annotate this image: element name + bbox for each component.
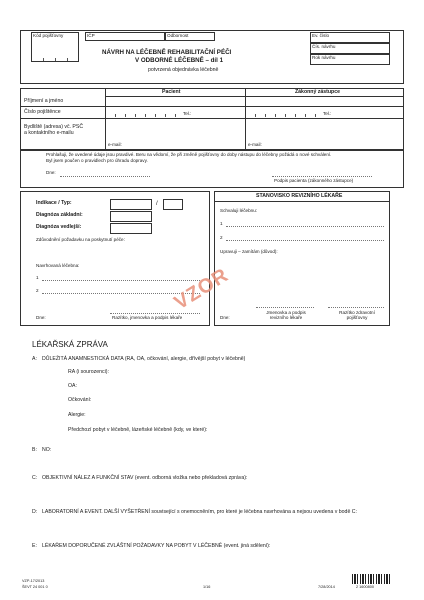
pacient-tel-label: Tel.: <box>183 111 192 116</box>
zastupce-email-label: e-mail: <box>248 142 262 147</box>
ev-cislo-label: Ev. číslo <box>312 33 330 38</box>
kod-pojistovny-ticks <box>31 55 79 61</box>
zduvodneni-label: Zdůvodnění požadavku na poskytnutí péče: <box>36 237 125 242</box>
section-a-label: A: <box>32 356 37 362</box>
zastupce-tel-label: Tel.: <box>323 111 332 116</box>
section-e-text: LÉKAŘEM DOPORUČENÉ ZVLÁŠTNÍ POŽADAVKY NA POBYT V LÉČEBNĚ (event. jiná sdělení): <box>42 543 271 549</box>
ra-label: RA (i sourozenci): <box>68 369 109 375</box>
section-a-text: DŮLEŽITÁ ANAMNESTICKÁ DATA (RA, OA, očkování, alergie, dřívější pobyt v léčebně) <box>42 356 246 362</box>
footer-page: 1/16 <box>203 585 211 589</box>
predchozi-pobyt-label: Předchozí pobyt v léčebně, lázeňské léčebně (kdy, ve které): <box>68 427 208 433</box>
form-subtitle: potvrzená objednávka léčebně <box>148 67 219 73</box>
diag-zakladni-input[interactable] <box>110 211 152 222</box>
footer-date: 7/28/2014 <box>318 585 335 589</box>
section-c-label: C: <box>32 475 38 481</box>
row-bydliste-label-1: Bydliště (adresa) vč. PSČ <box>24 124 84 130</box>
barcode-image <box>352 574 390 584</box>
odbornost-label: Odbornost <box>167 33 189 38</box>
schvaluji-1-line[interactable] <box>226 226 384 227</box>
section-e-label: E: <box>32 543 37 549</box>
declaration-line1: Prohlašuji, že uvedené údaje jsou pravdivé. Beru na vědomí, že při změně pojišťovny do doby nástupu do léčebny požádá o nové schválení. <box>46 152 332 157</box>
pacient-email-label: e-mail: <box>108 142 122 147</box>
oa-label: OA: <box>68 383 77 389</box>
cis-navrhu-label: Čís. návrhu <box>312 44 336 49</box>
schvaluji-label: Schvaluji léčebnu: <box>220 208 258 213</box>
revizni-title: STANOVISKO REVIZNÍHO LÉKAŘE <box>256 193 343 199</box>
indikace-slash: / <box>156 200 158 207</box>
declaration-signature-label: Podpis pacienta (zákonného zástupce) <box>274 178 354 183</box>
schvaluji-2: 2 <box>220 235 223 240</box>
declaration-dne-label: Dne: <box>46 170 56 175</box>
rok-navrhu-label: Rok návrhu <box>312 55 336 60</box>
left-dne-label: Dne: <box>36 315 46 320</box>
person-table <box>20 88 404 150</box>
icp-label: IČP <box>87 33 95 38</box>
report-title: LÉKAŘSKÁ ZPRÁVA <box>32 340 108 349</box>
diag-zakladni-label: Diagnóza základní: <box>36 212 83 218</box>
footer-sevt-code: ŠEVT 24 001 0 <box>22 585 48 589</box>
navrhovana-label: Navrhovaná léčebna: <box>36 263 80 268</box>
col-zastupce: Zákonný zástupce <box>295 89 340 95</box>
row-jmeno-label: Příjmení a jméno <box>24 98 64 104</box>
ockovani-label: Očkování: <box>68 397 92 403</box>
form-title-line1: NÁVRH NA LÉČEBNĚ REHABILITAČNÍ PÉČI <box>102 49 232 56</box>
upravuji-label: Upravuji – zamítám (důvod): <box>220 249 278 254</box>
indikace-input[interactable] <box>110 199 152 210</box>
row-bydliste-label-2: a kontaktního e-mailu <box>24 130 74 136</box>
zastupce-cislo-ticks <box>245 111 325 117</box>
diag-vedlejsi-input[interactable] <box>110 223 152 234</box>
schvaluji-1: 1 <box>220 221 223 226</box>
col-pacient: Pacient <box>162 89 181 95</box>
icp-box[interactable] <box>85 32 165 41</box>
alergie-label: Alergie: <box>68 412 86 418</box>
right-dne-label: Dne: <box>220 315 230 320</box>
section-d-label: D: <box>32 509 38 515</box>
kod-pojistovny-label: Kód pojišťovny <box>33 33 64 38</box>
section-b-label: B: <box>32 447 37 453</box>
footer-form-code: VZP-17/2013 <box>22 579 45 583</box>
diag-vedlejsi-label: Diagnóza vedlejší: <box>36 224 82 230</box>
pacient-cislo-ticks <box>105 111 185 117</box>
indikace-label: Indikace / Typ: <box>36 200 72 206</box>
navrhovana-1: 1 <box>36 275 39 280</box>
revizni-jmenovka-label: Jmenovka a podpis revizního lékaře <box>266 310 306 321</box>
lekar-razitko-label: Razítko, jmenovka a podpis lékaře <box>112 315 183 320</box>
navrhovana-2: 2 <box>36 288 39 293</box>
schvaluji-2-line[interactable] <box>226 240 384 241</box>
navrhovana-1-line[interactable] <box>42 280 200 281</box>
section-c-text: OBJEKTIVNÍ NÁLEZ A FUNKČNÍ STAV (event. odborná vložka nebo překladová zpráva): <box>42 475 248 481</box>
zp-razitko-label: Razítko zdravotní pojišťovny <box>339 310 375 321</box>
section-b-text: NO: <box>42 447 52 453</box>
form-title-line2: V ODBORNÉ LÉČEBNĚ – díl 1 <box>135 57 224 64</box>
typ-input[interactable] <box>163 199 183 210</box>
barcode-number: 2 1600800 <box>356 585 374 589</box>
section-d-text: LABORATORNÍ A EVENT. DALŠÍ VYŠETŘENÍ související s onemocněním, pro které je léčebna navrhována a nejsou uvedena v bodě C: <box>42 509 357 515</box>
declaration-line2: Byl jsem poučen o pravidlech pro úhradu dopravy. <box>46 158 148 163</box>
vzor-watermark: VZOR <box>170 263 233 315</box>
row-cislo-label: Číslo pojištěnce <box>24 109 61 115</box>
